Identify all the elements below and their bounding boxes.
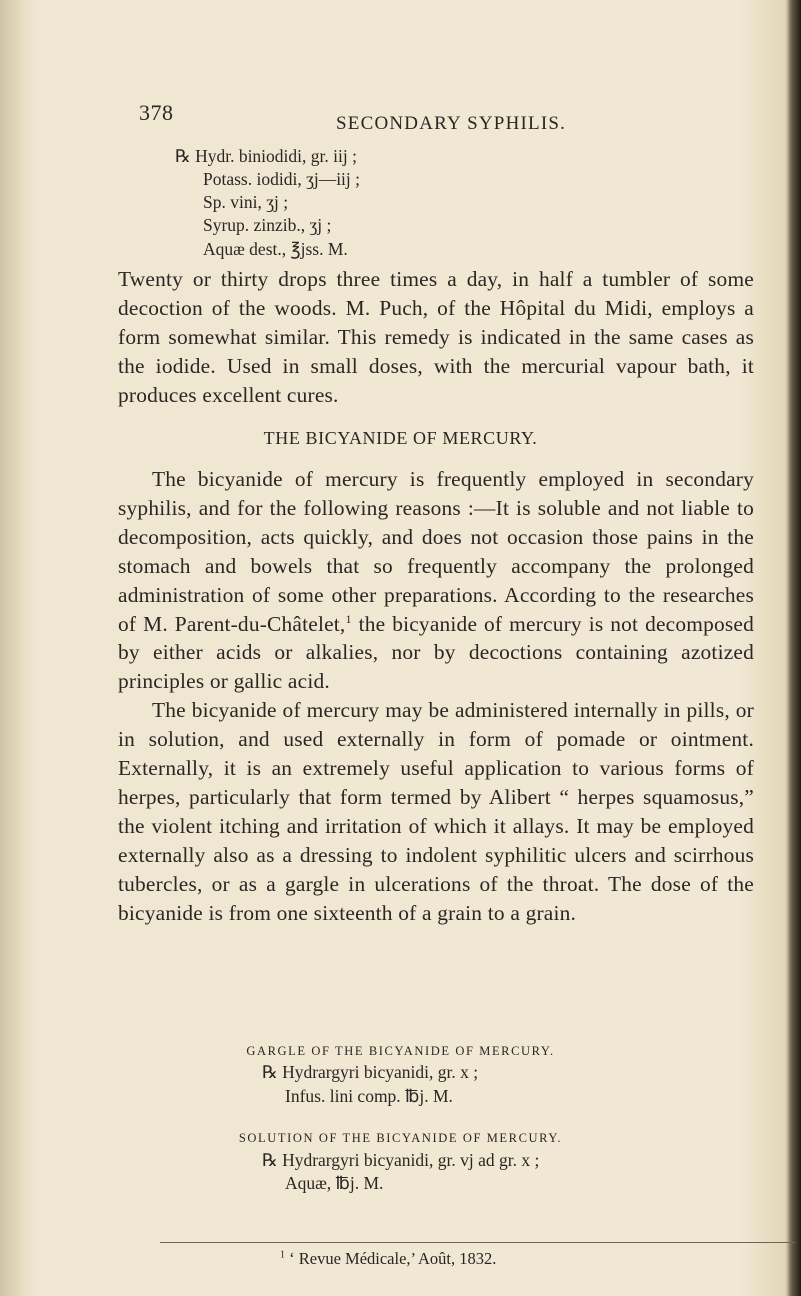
prescription-line: Syrup. zinzib., ʒj ; — [203, 215, 332, 235]
prescription-line: Sp. vini, ʒj ; — [203, 192, 289, 212]
paragraph-text: the bicyanide of mercury is not decomposed by either acids or alkalies, nor by decoctions containing azotized principles or gallic acid. — [118, 611, 755, 694]
gargle-title: GARGLE OF THE BICYANIDE OF MERCURY. — [246, 1044, 555, 1058]
gargle-line: Infus. lini comp. ℔j. M. — [285, 1086, 453, 1106]
footnote-text: ‘ Revue Médicale,’ Août, 1832. — [285, 1249, 497, 1268]
prescription-line: Potass. iodidi, ʒj—iij ; — [203, 169, 361, 189]
body-text-block — [118, 265, 754, 410]
page-number: 378 — [139, 100, 174, 125]
paragraph — [118, 465, 754, 696]
binding-shadow — [0, 0, 26, 1296]
paragraph: The bicyanide of mercury may be administered internally in pills, or in solution, and used externally in form of pomade or ointment. Externally, it is an extremely useful application to various forms of herpes, particularly that form termed by Alibert “ herpes squamosus,” the violent itching and irritation of which it allays. It may be employed externally also as a dressing to indolent syphilitic ulcers and scirrhous tubercles, or as a gargle in ulcerations of the throat. The dose of the bicyanide is from one sixteenth of a grain to a grain. — [118, 698, 754, 925]
footnote-mark: 1 — [280, 1249, 285, 1261]
body-text-block — [118, 465, 754, 928]
paragraph: Twenty or thirty drops three times a day, in half a tumbler of some decoction of the woods. M. Puch, of the Hôpital du Midi, employs a form somewhat similar. This remedy is indicated in the same cases as the iodide. Used in small doses, with the mercurial vapour bath, it produces excellent cures. — [118, 267, 754, 407]
paragraph-text: The bicyanide of mercury is frequently employed in secondary syphilis, and for the following reasons :—It is soluble and not liable to decomposition, acts quickly, and does not occasion those pains in the stomach and bowels that so frequently accompany the prolonged administration of some other preparations. According to the researches of M. Parent-du-Châtelet, — [118, 467, 754, 636]
running-title: SECONDARY SYPHILIS. — [336, 113, 567, 134]
page-edge-shadow — [787, 0, 801, 1296]
prescription-line: Aquæ dest., ℥jss. M. — [203, 239, 348, 259]
footnote — [280, 1249, 496, 1269]
solution-line: ℞ Hydrargyri bicyanidi, gr. vj ad gr. x ; — [262, 1150, 540, 1170]
prescription-line: ℞ Hydr. biniodidi, gr. iij ; — [175, 146, 357, 166]
solution-title: SOLUTION OF THE BICYANIDE OF MERCURY. — [238, 1131, 563, 1145]
footnote-reference: 1 — [345, 611, 352, 626]
gargle-line: ℞ Hydrargyri bicyanidi, gr. x ; — [262, 1062, 479, 1082]
section-title: THE BICYANIDE OF MERCURY. — [263, 428, 538, 448]
solution-line: Aquæ, ℔j. M. — [285, 1173, 384, 1193]
footnote-rule — [160, 1242, 796, 1243]
